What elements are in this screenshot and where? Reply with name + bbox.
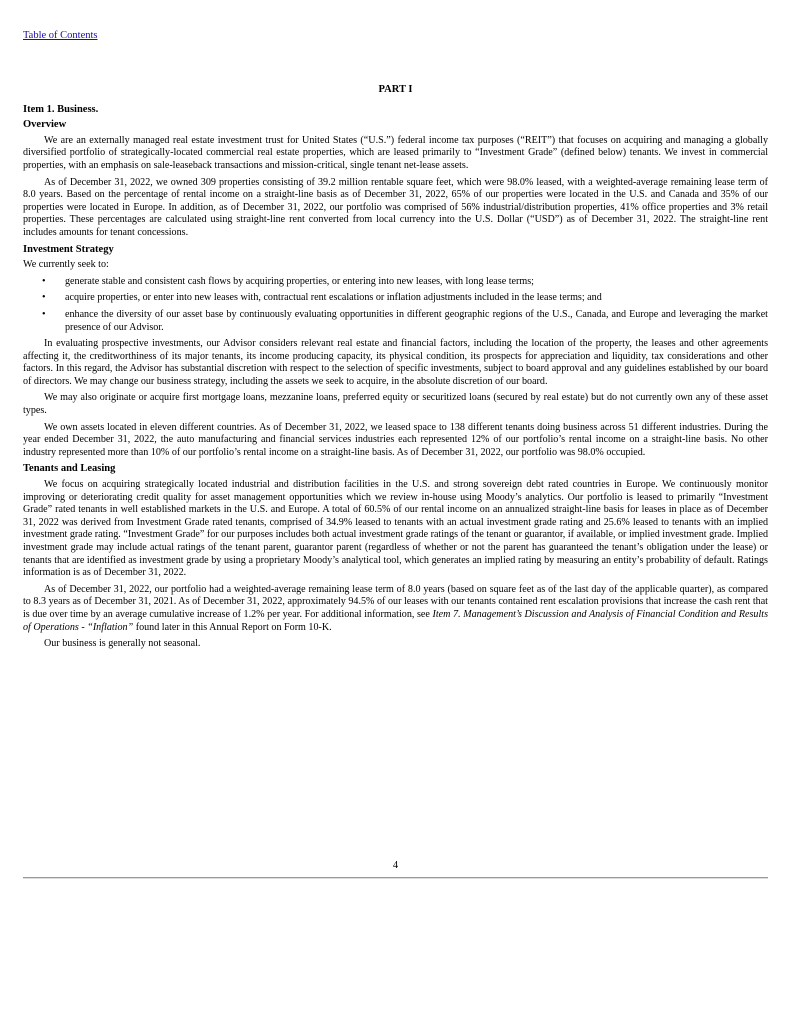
tenants-leasing-heading: Tenants and Leasing [23,463,116,475]
strategy-intro: We currently seek to: [23,259,109,271]
strategy-paragraph: We own assets located in eleven different countries. As of December 31, 2022, we leased space to 138 different tenants doing business across 51 different industries. During the year ended December 31, 2022, the auto manufacturing and financial services industries each represented 12% of our portfolio’s rental income on a straight-line basis. No other industry represented more than 10% of our portfolio’s rental income on a straight-line basis. As of December 31, 2022, our portfolio was 98.0% occupied. [23,421,768,458]
tenants-text: As of December 31, 2022, our portfolio had a weighted-average remaining lease term of 8.0 years (based on square feet as of the last day of the applicable quarter), as compared to 8.3 years as of December 31, 2021. As of December 31, 2022, approximately 94.5% of our leases with our tenants contained rent escalation provisions that increase the cash rent that is due over time by an average cumulative increase of 1.2% per year. For additional information, see [23,583,768,620]
bullet-icon: • [42,308,46,320]
item-heading: Item 1. Business. [23,103,99,115]
part-heading: PART I [378,84,413,95]
page-number: 4 [392,860,399,871]
strategy-paragraph: We may also originate or acquire first mortgage loans, mezzanine loans, preferred equity or securitized loans (secured by real estate) but do not currently own any of these asset types. [23,392,768,417]
list-item-text: enhance the diversity of our asset base by continuously evaluating opportunities in different geographic regions of the U.S., Canada, and Europe and leveraging the market presence of our Advisor. [65,308,768,333]
page-divider [23,877,768,879]
overview-paragraph: We are an externally managed real estate investment trust for United States (“U.S.”) federal income tax purposes (“REIT”) that focuses on acquiring and managing a globally diversified portfolio of strategically-located commercial real estate properties, which are leased primarily to “Investment Grade” (defined below) tenants. We invest in commercial properties, with an emphasis on sale-leaseback transactions and mission-critical, single tenant net-lease assets. [23,134,768,171]
tenants-paragraph [23,584,768,634]
overview-paragraph: As of December 31, 2022, we owned 309 properties consisting of 39.2 million rentable square feet, which were 98.0% leased, with a weighted-average remaining lease term of 8.0 years. Based on the percentage of rental income on a straight-line basis as of December 31, 2022, 65% of our properties were located in the U.S. and Canada and 35% of our properties were located in Europe. In addition, as of December 31, 2022, our portfolio was comprised of 56% industrial/distribution properties, 41% office properties and 3% retail properties. These percentages are calculated using straight-line rent converted from local currency into the U.S. Dollar (“USD”) as of December 31, 2022. The straight-line rent includes amounts for tenant concessions. [23,176,768,238]
table-of-contents-link[interactable]: Table of Contents [23,30,98,41]
list-item-text: acquire properties, or enter into new leases with, contractual rent escalations or inflation adjustments included in the lease terms; and [65,292,602,304]
overview-heading: Overview [23,119,67,131]
document-body [23,84,768,655]
tenants-text: found later in this Annual Report on Form 10-K. [133,621,332,633]
investment-strategy-heading: Investment Strategy [23,243,114,255]
item7-reference: Item 7. Management’s Discussion and Analysis of Financial Condition and Results of Operations - “Inflation” [23,608,768,633]
strategy-bullet-list [23,276,768,334]
tenants-paragraph: Our business is generally not seasonal. [44,638,201,650]
bullet-icon: • [42,292,46,304]
list-item [23,292,768,305]
strategy-paragraph: In evaluating prospective investments, our Advisor considers relevant real estate and financial factors, including the location of the property, the leases and other agreements affecting it, the creditworthiness of its major tenants, its income producing capacity, its physical condition, its prospects for appreciation and liquidity, tax considerations and other factors. In this regard, the Advisor has substantial discretion with respect to the selection of specific investments, subject to board approval and any guidelines established by our board of directors. We may change our business strategy, including the assets we seek to acquire, in the absolute discretion of our board. [23,338,768,387]
tenants-paragraph: We focus on acquiring strategically located industrial and distribution facilities in the U.S. and strong sovereign debt rated countries in Europe. We continuously monitor improving or deteriorating credit quality for asset management opportunities which we review in-house using Moody’s analytics. Our portfolio is leased to primarily “Investment Grade” rated tenants in well established markets in the U.S. and Europe. A total of 60.5% of our rental income on an annualized straight-line basis for leases in place as of December 31, 2022 was derived from Investment Grade rated tenants, comprised of 34.9% leased to tenants with an actual investment grade rating and 25.6% leased to tenants with an implied investment grade rating. “Investment Grade” for our purposes includes both actual investment grade ratings of the tenant or guarantor, if available, or implied investment grade. Implied investment grade may include actual ratings of the tenant parent, guarantor parent (regardless of whether or not the parent has guaranteed the tenant’s obligation under the lease) or tenants that are identified as investment grade by using a proprietary Moody’s analytical tool, which generates an implied rating by measuring an entity’s probability of default. Ratings information is as of December 31, 2022. [23,479,768,579]
bullet-icon: • [42,275,46,287]
list-item-text: generate stable and consistent cash flows by acquiring properties, or entering into new leases, with long lease terms; [65,275,534,287]
list-item [23,276,768,289]
list-item [23,309,768,334]
